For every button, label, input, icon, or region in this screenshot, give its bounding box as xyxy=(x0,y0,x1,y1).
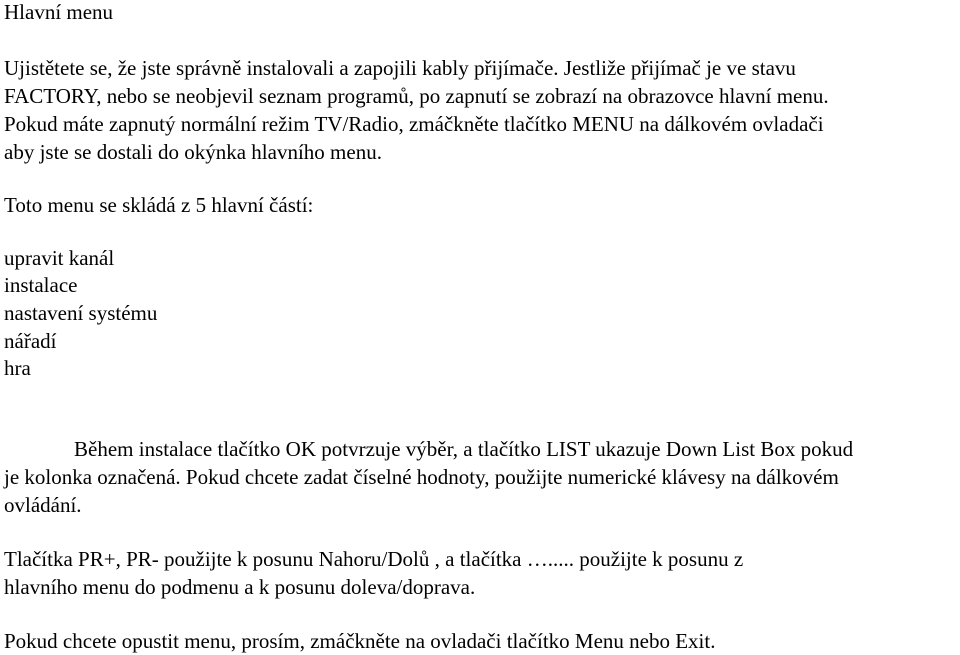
menu-part-5: hra xyxy=(4,356,31,380)
intro-line-1: Ujistětete se, že jste správně instalovali a zapojili kably přijímače. Jestliže přijímač je ve stavu xyxy=(4,56,796,80)
navigation-line-2: hlavního menu do podmenu a k posunu doleva/doprava. xyxy=(4,575,476,599)
page-title: Hlavní menu xyxy=(4,0,114,24)
parts-heading: Toto menu se skládá z 5 hlavní částí: xyxy=(4,193,314,217)
menu-part-2: instalace xyxy=(4,273,78,297)
intro-line-4: aby jste se dostali do okýnka hlavního menu. xyxy=(4,140,382,164)
install-line-3: ovládání. xyxy=(4,493,82,517)
install-line-2: je kolonka označená. Pokud chcete zadat číselné hodnoty, použijte numerické klávesy na dálkovém xyxy=(4,465,839,489)
exit-instruction: Pokud chcete opustit menu, prosím, zmáčkněte na ovladači tlačítko Menu nebo Exit. xyxy=(4,629,716,653)
intro-line-3: Pokud máte zapnutý normální režim TV/Radio, zmáčkněte tlačítko MENU na dálkovém ovladači xyxy=(4,112,824,136)
menu-part-3: nastavení systému xyxy=(4,301,158,325)
intro-line-2: FACTORY, nebo se neobjevil seznam programů, po zapnutí se zobrazí na obrazovce hlavní menu. xyxy=(4,84,829,108)
install-line-1: Během instalace tlačítko OK potvrzuje výběr, a tlačítko LIST ukazuje Down List Box pokud xyxy=(74,437,854,461)
menu-part-1: upravit kanál xyxy=(4,246,115,270)
navigation-line-1: Tlačítka PR+, PR- použijte k posunu Nahoru/Dolů , a tlačítka …..... použijte k posunu z xyxy=(4,547,744,571)
menu-part-4: nářadí xyxy=(4,329,57,353)
